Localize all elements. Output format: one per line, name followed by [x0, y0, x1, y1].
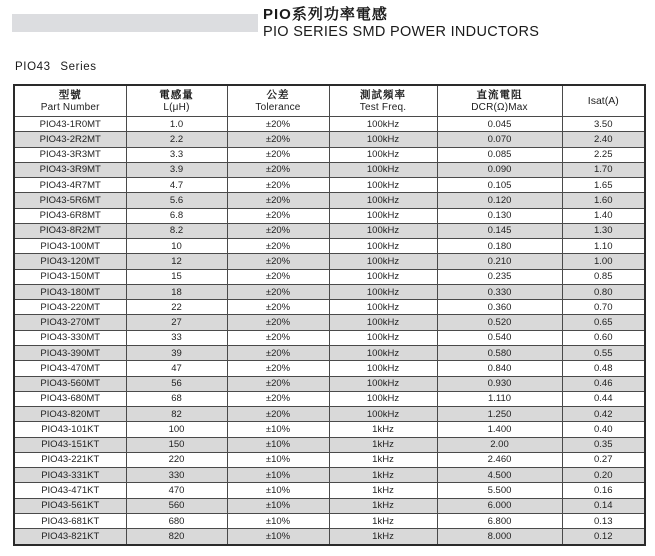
table-cell: 0.840 — [437, 361, 562, 376]
table-cell: 0.44 — [562, 391, 645, 406]
table-cell: 6.000 — [437, 498, 562, 513]
table-cell: 0.46 — [562, 376, 645, 391]
series-label: PIO43 Series — [15, 61, 97, 73]
table-cell: 27 — [126, 315, 227, 330]
table-cell: 1.30 — [562, 223, 645, 238]
table-row — [14, 483, 645, 498]
table-cell: PIO43-221KT — [14, 452, 126, 467]
table-cell: 0.360 — [437, 300, 562, 315]
table-cell: 2.2 — [126, 132, 227, 147]
table-cell: 0.145 — [437, 223, 562, 238]
table-cell: PIO43-2R2MT — [14, 132, 126, 147]
table-cell: 0.48 — [562, 361, 645, 376]
table-cell: PIO43-560MT — [14, 376, 126, 391]
table-row — [14, 345, 645, 360]
table-cell: 82 — [126, 407, 227, 422]
table-cell: 1.400 — [437, 422, 562, 437]
table-row — [14, 254, 645, 269]
table-cell: 0.70 — [562, 300, 645, 315]
table-cell: ±10% — [227, 422, 329, 437]
spec-table — [13, 84, 646, 546]
header-gray-bar — [12, 14, 258, 32]
table-row — [14, 284, 645, 299]
table-row — [14, 330, 645, 345]
table-cell: ±20% — [227, 239, 329, 254]
table-row — [14, 178, 645, 193]
table-cell: PIO43-101KT — [14, 422, 126, 437]
table-cell: PIO43-220MT — [14, 300, 126, 315]
table-cell: 1kHz — [329, 483, 437, 498]
table-row — [14, 376, 645, 391]
column-header-tolerance-zh: 公差 — [266, 88, 290, 101]
table-row — [14, 361, 645, 376]
table-cell: ±20% — [227, 345, 329, 360]
table-row — [14, 513, 645, 528]
table-cell: 100kHz — [329, 300, 437, 315]
table-cell: 0.540 — [437, 330, 562, 345]
table-cell: ±10% — [227, 513, 329, 528]
table-cell: ±10% — [227, 498, 329, 513]
table-cell: ±20% — [227, 284, 329, 299]
table-cell: PIO43-561KT — [14, 498, 126, 513]
table-row — [14, 468, 645, 483]
table-cell: PIO43-681KT — [14, 513, 126, 528]
table-cell: PIO43-1R0MT — [14, 117, 126, 132]
table-cell: 1.65 — [562, 178, 645, 193]
table-row — [14, 498, 645, 513]
table-cell: PIO43-5R6MT — [14, 193, 126, 208]
table-cell: 1kHz — [329, 529, 437, 545]
table-cell: 100kHz — [329, 178, 437, 193]
table-cell: 2.00 — [437, 437, 562, 452]
table-cell: PIO43-150MT — [14, 269, 126, 284]
table-cell: 0.930 — [437, 376, 562, 391]
table-cell: 0.16 — [562, 483, 645, 498]
table-cell: 0.210 — [437, 254, 562, 269]
table-cell: PIO43-100MT — [14, 239, 126, 254]
table-cell: 47 — [126, 361, 227, 376]
table-cell: 1kHz — [329, 513, 437, 528]
table-cell: 18 — [126, 284, 227, 299]
table-cell: PIO43-3R9MT — [14, 162, 126, 177]
table-cell: 0.20 — [562, 468, 645, 483]
table-cell: 100kHz — [329, 193, 437, 208]
table-cell: 15 — [126, 269, 227, 284]
table-cell: 100kHz — [329, 147, 437, 162]
table-cell: PIO43-390MT — [14, 345, 126, 360]
table-cell: ±20% — [227, 162, 329, 177]
table-cell: PIO43-680MT — [14, 391, 126, 406]
table-cell: ±20% — [227, 132, 329, 147]
table-row — [14, 452, 645, 467]
column-header-test-freq-zh: 測試頻率 — [360, 88, 406, 101]
table-cell: 4.500 — [437, 468, 562, 483]
column-header-part-number-en: Part Number — [40, 101, 100, 113]
table-cell: PIO43-471KT — [14, 483, 126, 498]
table-cell: 680 — [126, 513, 227, 528]
spec-table-body — [14, 117, 645, 546]
table-cell: PIO43-8R2MT — [14, 223, 126, 238]
table-cell: 0.045 — [437, 117, 562, 132]
table-cell: 0.13 — [562, 513, 645, 528]
table-cell: 100kHz — [329, 269, 437, 284]
table-cell: 470 — [126, 483, 227, 498]
column-header-tolerance — [227, 85, 329, 117]
table-cell: 0.090 — [437, 162, 562, 177]
table-cell: 3.50 — [562, 117, 645, 132]
table-cell: 12 — [126, 254, 227, 269]
column-header-part-number-zh: 型號 — [58, 88, 82, 101]
table-cell: ±20% — [227, 330, 329, 345]
table-cell: 560 — [126, 498, 227, 513]
table-cell: 100kHz — [329, 117, 437, 132]
table-cell: ±20% — [227, 147, 329, 162]
table-cell: 1.110 — [437, 391, 562, 406]
table-cell: 0.180 — [437, 239, 562, 254]
table-cell: 100kHz — [329, 239, 437, 254]
table-cell: 100kHz — [329, 254, 437, 269]
table-cell: ±20% — [227, 361, 329, 376]
table-cell: 6.800 — [437, 513, 562, 528]
table-cell: 0.520 — [437, 315, 562, 330]
table-cell: 0.120 — [437, 193, 562, 208]
column-header-inductance-zh: 電感量 — [159, 88, 194, 101]
table-cell: ±20% — [227, 254, 329, 269]
table-cell: 100kHz — [329, 223, 437, 238]
table-cell: 0.65 — [562, 315, 645, 330]
table-row — [14, 223, 645, 238]
table-row — [14, 132, 645, 147]
table-cell: ±10% — [227, 437, 329, 452]
table-cell: 100kHz — [329, 162, 437, 177]
page-title-chinese: PIO系列功率電感 — [263, 6, 388, 23]
table-cell: PIO43-120MT — [14, 254, 126, 269]
table-cell: 22 — [126, 300, 227, 315]
table-cell: 0.105 — [437, 178, 562, 193]
table-cell: 0.330 — [437, 284, 562, 299]
table-cell: 1kHz — [329, 468, 437, 483]
table-cell: 33 — [126, 330, 227, 345]
table-cell: 100kHz — [329, 132, 437, 147]
table-cell: 0.580 — [437, 345, 562, 360]
table-cell: 1.40 — [562, 208, 645, 223]
table-cell: ±20% — [227, 223, 329, 238]
table-row — [14, 269, 645, 284]
column-header-isat — [562, 85, 645, 117]
table-row — [14, 117, 645, 132]
table-cell: 6.8 — [126, 208, 227, 223]
column-header-part-number — [14, 85, 126, 117]
table-cell: 4.7 — [126, 178, 227, 193]
table-cell: PIO43-4R7MT — [14, 178, 126, 193]
table-cell: ±10% — [227, 529, 329, 545]
table-cell: ±20% — [227, 407, 329, 422]
table-cell: 0.12 — [562, 529, 645, 545]
table-row — [14, 422, 645, 437]
table-cell: 5.500 — [437, 483, 562, 498]
table-cell: 0.085 — [437, 147, 562, 162]
table-cell: 1kHz — [329, 452, 437, 467]
table-row — [14, 391, 645, 406]
table-cell: ±20% — [227, 315, 329, 330]
table-cell: 1.0 — [126, 117, 227, 132]
table-cell: 330 — [126, 468, 227, 483]
table-cell: 1kHz — [329, 422, 437, 437]
column-header-dcr-zh: 直流電阻 — [476, 88, 523, 101]
table-cell: 100kHz — [329, 284, 437, 299]
table-row — [14, 162, 645, 177]
table-cell: 1kHz — [329, 498, 437, 513]
table-cell: 1.00 — [562, 254, 645, 269]
page-title-english: PIO SERIES SMD POWER INDUCTORS — [263, 24, 540, 40]
table-cell: ±10% — [227, 452, 329, 467]
table-cell: PIO43-6R8MT — [14, 208, 126, 223]
table-cell: PIO43-330MT — [14, 330, 126, 345]
table-cell: PIO43-3R3MT — [14, 147, 126, 162]
table-cell: 1kHz — [329, 437, 437, 452]
table-cell: ±20% — [227, 376, 329, 391]
table-cell: PIO43-151KT — [14, 437, 126, 452]
table-cell: PIO43-821KT — [14, 529, 126, 545]
table-cell: 100kHz — [329, 345, 437, 360]
table-cell: PIO43-820MT — [14, 407, 126, 422]
table-cell: 0.070 — [437, 132, 562, 147]
table-cell: ±20% — [227, 269, 329, 284]
table-cell: 0.35 — [562, 437, 645, 452]
table-cell: 820 — [126, 529, 227, 545]
table-row — [14, 147, 645, 162]
table-cell: PIO43-270MT — [14, 315, 126, 330]
column-header-test-freq-en: Test Freq. — [359, 101, 407, 113]
table-cell: 100kHz — [329, 407, 437, 422]
table-cell: PIO43-470MT — [14, 361, 126, 376]
table-cell: 56 — [126, 376, 227, 391]
table-cell: 0.27 — [562, 452, 645, 467]
table-cell: 1.250 — [437, 407, 562, 422]
table-cell: 1.10 — [562, 239, 645, 254]
table-row — [14, 239, 645, 254]
table-cell: ±20% — [227, 391, 329, 406]
table-cell: ±20% — [227, 117, 329, 132]
table-cell: 100 — [126, 422, 227, 437]
table-cell: 0.85 — [562, 269, 645, 284]
table-cell: PIO43-180MT — [14, 284, 126, 299]
table-cell: 0.130 — [437, 208, 562, 223]
table-cell: 1.60 — [562, 193, 645, 208]
page-title-block — [263, 6, 539, 41]
table-cell: 39 — [126, 345, 227, 360]
table-cell: 0.42 — [562, 407, 645, 422]
column-header-test-freq — [329, 85, 437, 117]
table-cell: 100kHz — [329, 376, 437, 391]
table-cell: ±20% — [227, 178, 329, 193]
table-cell: 68 — [126, 391, 227, 406]
column-header-tolerance-en: Tolerance — [255, 101, 301, 113]
table-cell: 0.14 — [562, 498, 645, 513]
table-row — [14, 437, 645, 452]
table-cell: 2.460 — [437, 452, 562, 467]
table-cell: 3.3 — [126, 147, 227, 162]
table-row — [14, 407, 645, 422]
table-cell: 2.40 — [562, 132, 645, 147]
table-cell: 0.40 — [562, 422, 645, 437]
table-row — [14, 300, 645, 315]
column-header-dcr — [437, 85, 562, 117]
header-row — [14, 85, 645, 117]
table-row — [14, 529, 645, 545]
table-row — [14, 315, 645, 330]
table-row — [14, 208, 645, 223]
table-cell: ±20% — [227, 193, 329, 208]
table-cell: 1.70 — [562, 162, 645, 177]
table-cell: 220 — [126, 452, 227, 467]
table-cell: 100kHz — [329, 330, 437, 345]
table-cell: 100kHz — [329, 315, 437, 330]
spec-table-header — [14, 85, 645, 117]
table-row — [14, 193, 645, 208]
table-cell: 8.000 — [437, 529, 562, 545]
table-cell: 0.80 — [562, 284, 645, 299]
table-cell: PIO43-331KT — [14, 468, 126, 483]
column-header-isat-label: Isat(A) — [587, 95, 619, 107]
table-cell: 2.25 — [562, 147, 645, 162]
table-cell: 100kHz — [329, 361, 437, 376]
table-cell: ±20% — [227, 300, 329, 315]
table-cell: 100kHz — [329, 208, 437, 223]
table-cell: ±10% — [227, 483, 329, 498]
table-cell: 3.9 — [126, 162, 227, 177]
table-cell: 0.55 — [562, 345, 645, 360]
column-header-inductance — [126, 85, 227, 117]
table-cell: 150 — [126, 437, 227, 452]
column-header-dcr-en: DCR(Ω)Max — [471, 101, 528, 113]
table-cell: ±10% — [227, 468, 329, 483]
table-cell: 8.2 — [126, 223, 227, 238]
table-cell: 100kHz — [329, 391, 437, 406]
table-cell: 0.235 — [437, 269, 562, 284]
table-cell: 0.60 — [562, 330, 645, 345]
table-cell: 5.6 — [126, 193, 227, 208]
table-cell: 10 — [126, 239, 227, 254]
column-header-inductance-en: L(μH) — [163, 101, 190, 113]
table-cell: ±20% — [227, 208, 329, 223]
